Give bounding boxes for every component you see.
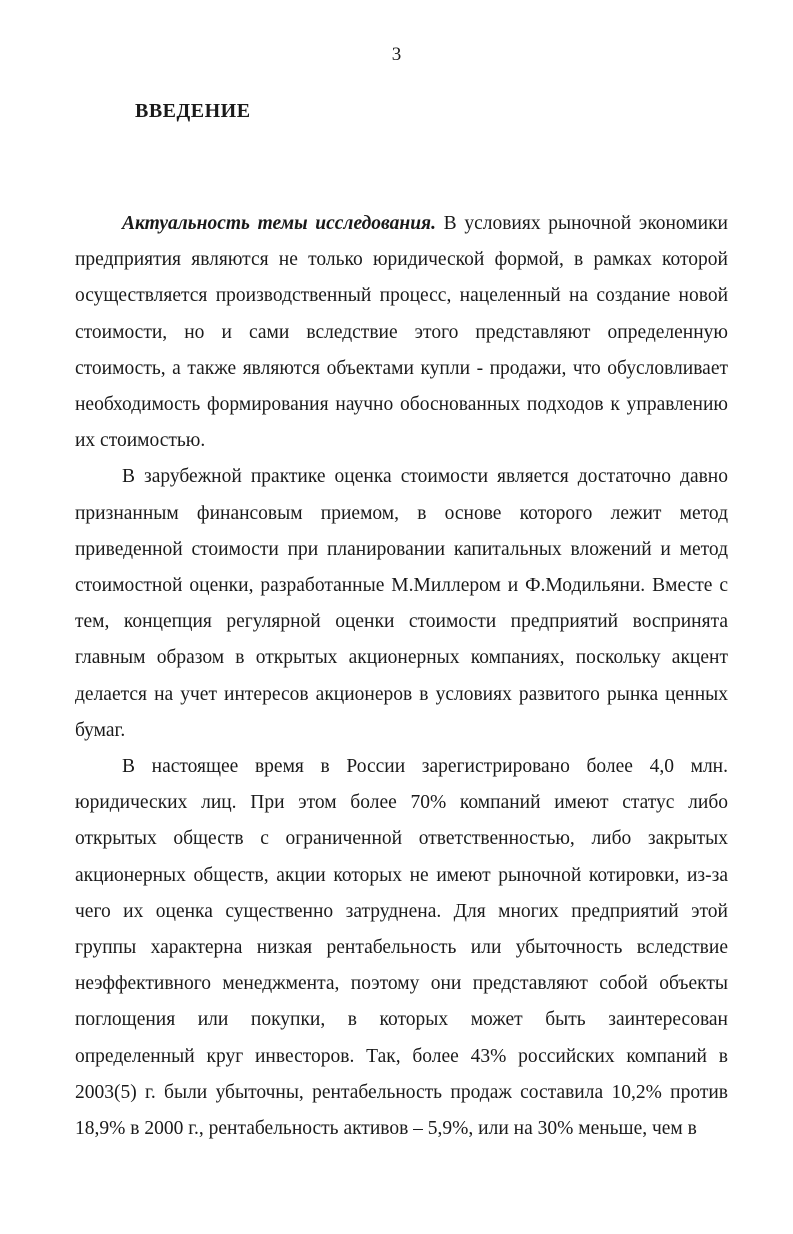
paragraph-relevance: [75, 206, 728, 459]
relevance-lead: Актуальность темы исследования.: [122, 213, 436, 234]
paragraph-russia-stats: В настоящее время в России зарегистрировано более 4,0 млн. юридических лиц. При этом более 70% компаний имеют статус либо открытых обществ с ограниченной ответственностью, либо закрытых акционерных обществ, акции которых не имеют рыночной котировки, из-за чего их оценка существенно затруднена. Для многих предприятий этой группы характерна низкая рентабельность или убыточность вследствие неэффективного менеджмента, поэтому они представляют собой объекты поглощения или покупки, в которых может быть заинтересован определенный круг инвесторов. Так, более 43% российских компаний в 2003(5) г. были убыточны, рентабельность продаж составила 10,2% против 18,9% в 2000 г., рентабельность активов – 5,9%, или на 30% меньше, чем в: [75, 756, 728, 1140]
section-heading: ВВЕДЕНИЕ: [135, 100, 251, 122]
paragraph-foreign-practice: В зарубежной практике оценка стоимости является достаточно давно признанным финансовым приемом, в основе которого лежит метод приведенной стоимости при планировании капитальных вложений и метод стоимостной оценки, разработанные М.Миллером и Ф.Модильяни. Вместе с тем, концепция регулярной оценки стоимости предприятий воспринята главным образом в открытых акционерных компаниях, поскольку акцент делается на учет интересов акционеров в условиях развитого рынка ценных бумаг.: [75, 466, 728, 741]
page-number: 3: [391, 44, 402, 65]
body-text: [75, 206, 728, 1147]
relevance-text: В условиях рыночной экономики предприятия являются не только юридической формой, в рамках которой осуществляется производственный процесс, нацеленный на создание новой стоимости, но и сами вследствие этого представляют определенную стоимость, а также являются объектами купли - продажи, что обусловливает необходимость формирования научно обоснованных подходов к управлению их стоимостью.: [75, 213, 728, 452]
